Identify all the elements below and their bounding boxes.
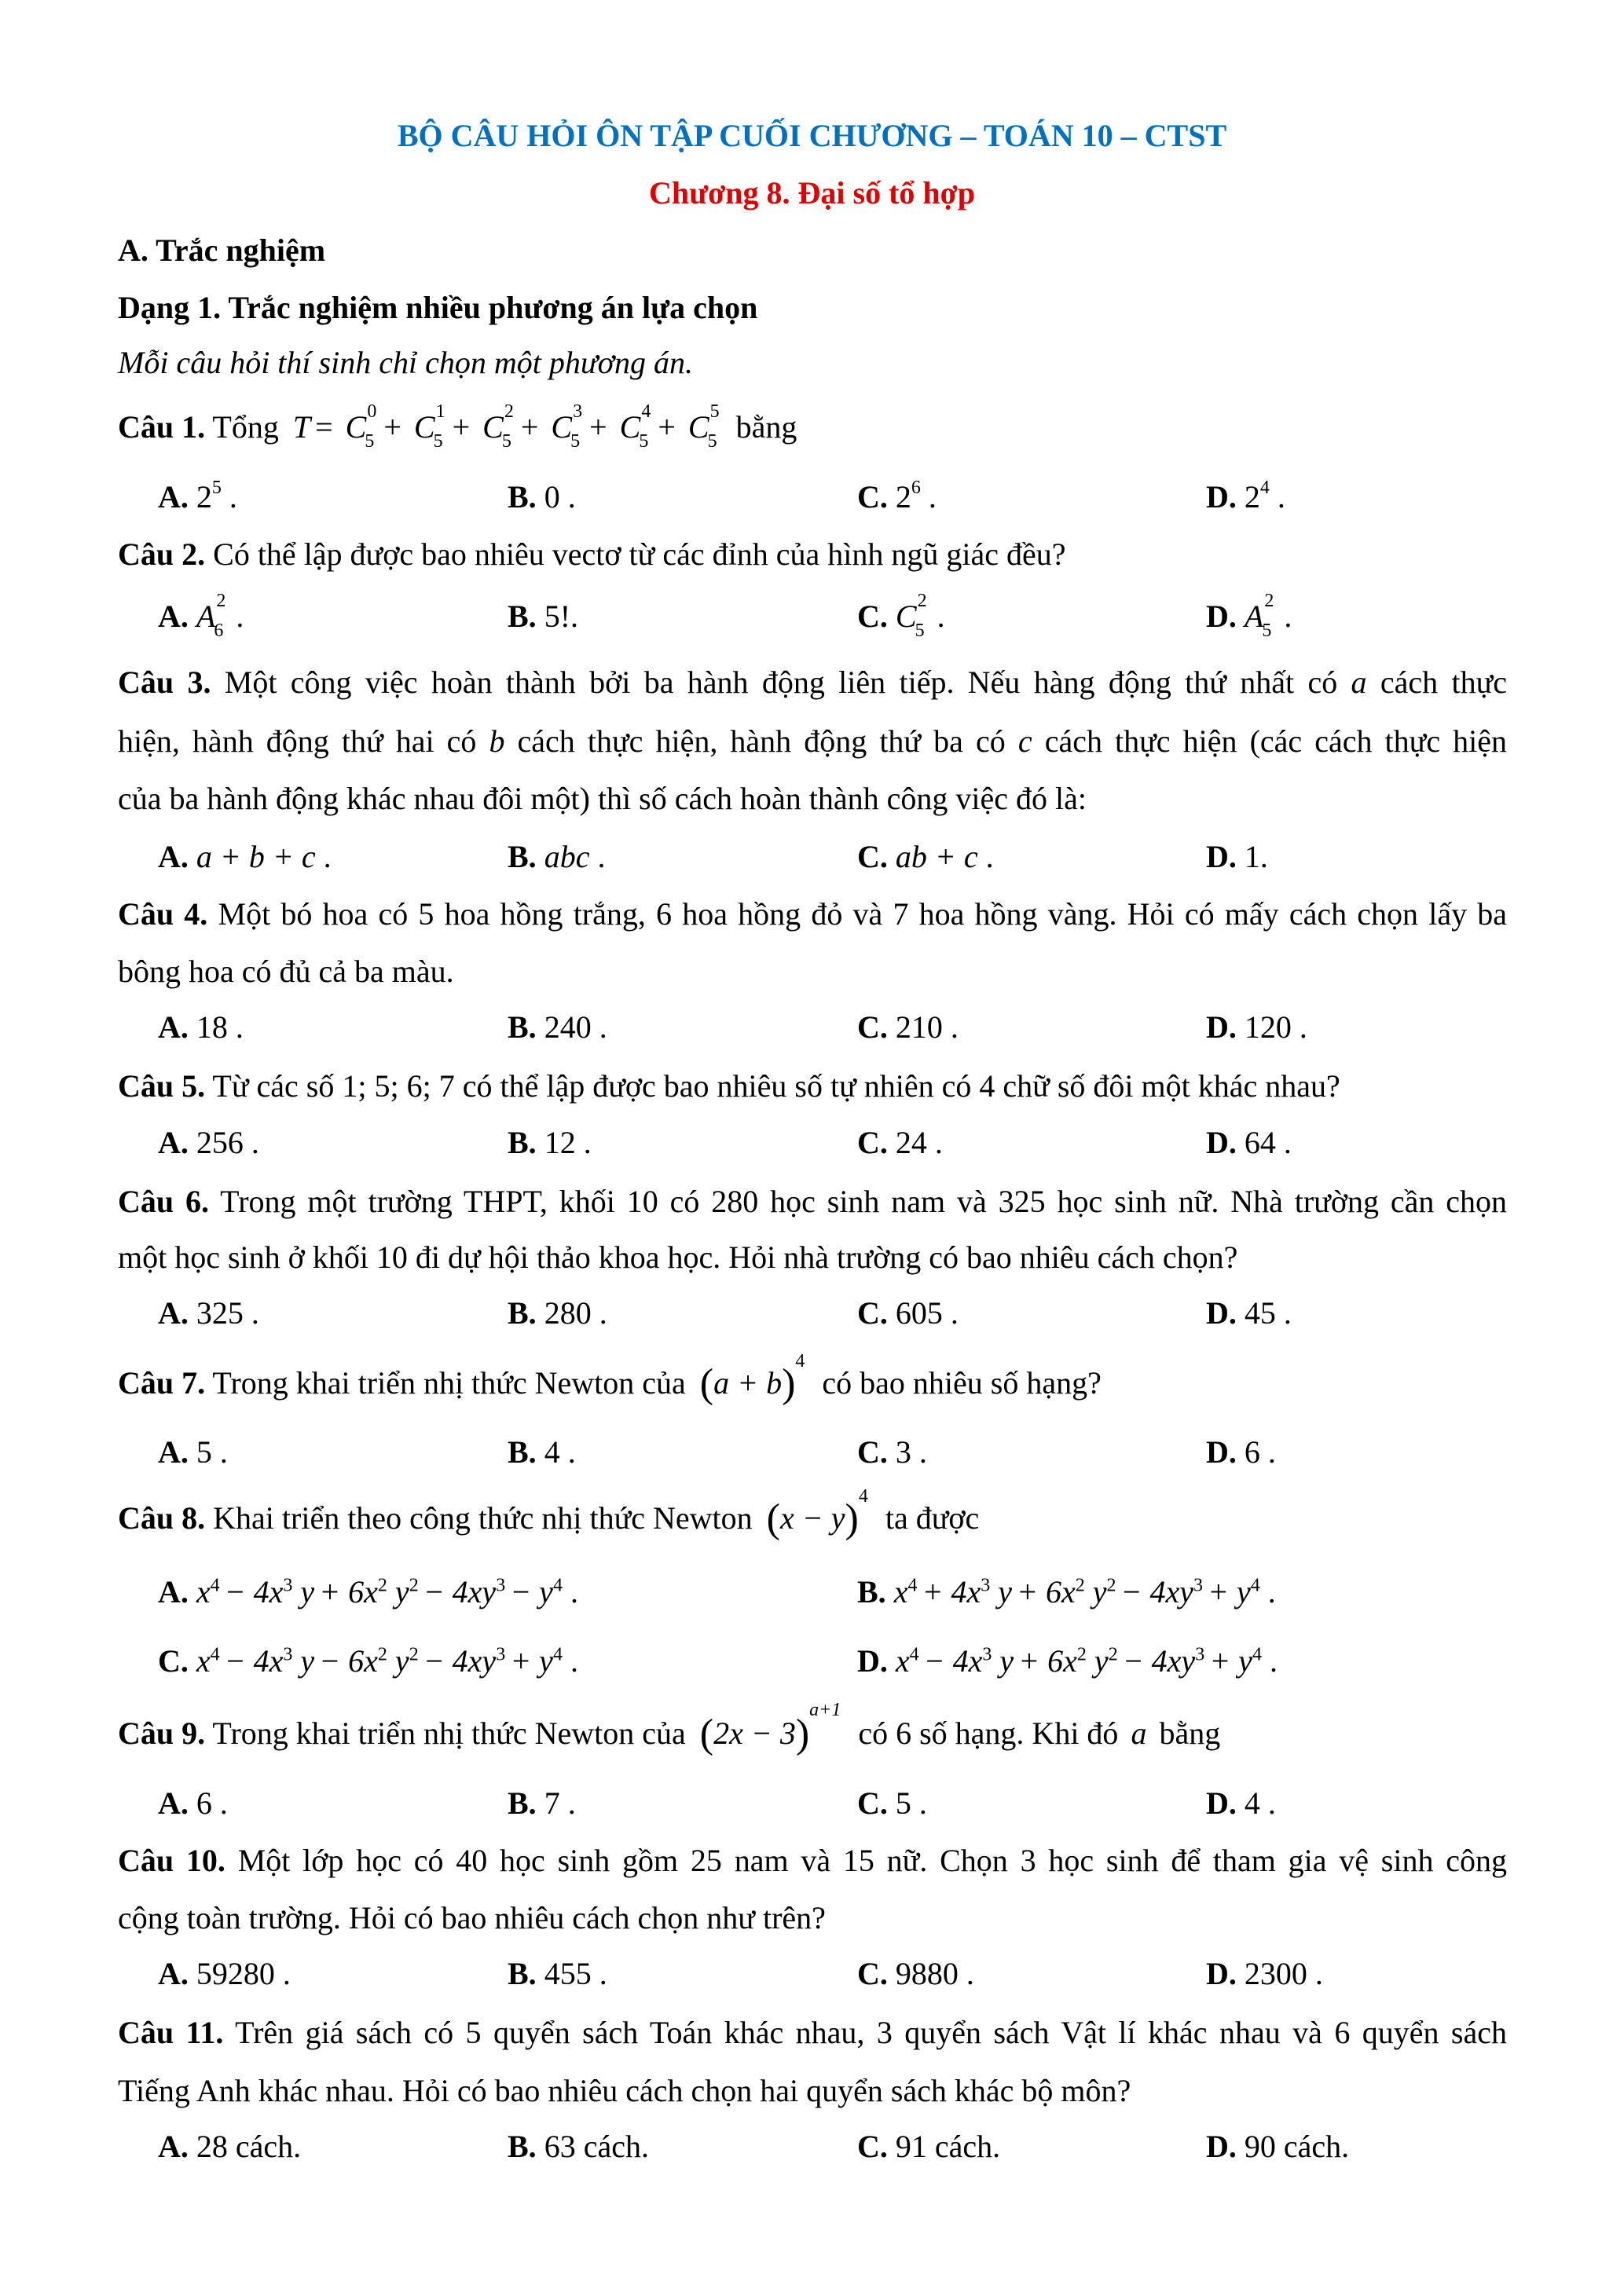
question-7 bbox=[118, 1350, 1507, 1406]
option-value: 120 . bbox=[1244, 1009, 1307, 1045]
option-value: 325 . bbox=[196, 1295, 259, 1331]
symbol-base: C bbox=[895, 599, 917, 634]
term-base: − 4xy bbox=[1122, 1643, 1196, 1679]
option-label: D. bbox=[1206, 839, 1237, 874]
option-value: 0 . bbox=[544, 479, 576, 514]
answer-option-b[interactable] bbox=[857, 1573, 1276, 1611]
term-exponent: 3 bbox=[1195, 1644, 1205, 1665]
option-label: B. bbox=[508, 839, 537, 874]
option-value: 18 . bbox=[196, 1009, 244, 1045]
option-math: abc bbox=[544, 839, 590, 874]
term-exponent: 4 bbox=[1252, 1644, 1262, 1665]
option-label: C. bbox=[857, 1125, 888, 1160]
answer-option-c[interactable] bbox=[857, 1009, 959, 1046]
option-label: B. bbox=[508, 1009, 537, 1045]
option-tail: . bbox=[1269, 479, 1285, 514]
option-label: C. bbox=[158, 1643, 189, 1679]
option-value: 28 cách. bbox=[196, 2129, 302, 2164]
option-polynomial bbox=[196, 1643, 563, 1679]
term-base: − 6x bbox=[319, 1643, 378, 1679]
symbol-sub: 5 bbox=[1262, 621, 1272, 641]
option-value: 4 . bbox=[544, 1434, 576, 1470]
option-value: 24 . bbox=[895, 1125, 943, 1160]
term-base: − 4x bbox=[224, 1574, 284, 1609]
option-label: A. bbox=[158, 1009, 189, 1045]
term-exponent: 4 bbox=[552, 1575, 563, 1596]
answer-option-a[interactable] bbox=[158, 1434, 228, 1471]
option-label: C. bbox=[857, 599, 888, 634]
question-1 bbox=[118, 401, 1507, 452]
answer-option-c[interactable] bbox=[857, 1785, 927, 1822]
symbol-base: A bbox=[196, 599, 216, 634]
term-exponent: 2 bbox=[1108, 1644, 1118, 1665]
option-label: A. bbox=[158, 1785, 189, 1821]
option-label: A. bbox=[158, 479, 189, 514]
term-var: y bbox=[990, 1574, 1012, 1609]
question-text: ta được bbox=[885, 1500, 980, 1536]
chapter-title: Chương 8. Đại số tổ hợp bbox=[648, 175, 976, 211]
term-exponent: 4 bbox=[552, 1644, 563, 1665]
term-base: x bbox=[196, 1574, 211, 1609]
question-text: Một công việc hoàn thành bởi ba hành động liên tiếp. Nếu hàng động thứ nhất có bbox=[224, 665, 1338, 700]
answer-option-d[interactable] bbox=[1206, 478, 1285, 516]
option-label: B. bbox=[508, 1956, 537, 1991]
answer-option-d[interactable] bbox=[857, 1642, 1278, 1680]
option-label: C. bbox=[857, 479, 888, 514]
option-polynomial bbox=[894, 1574, 1260, 1609]
question-text: có 6 số hạng. Khi đó bbox=[858, 1716, 1119, 1751]
symbol-sup: 2 bbox=[1264, 591, 1274, 611]
option-label: C. bbox=[857, 1434, 888, 1470]
question-6-line-1 bbox=[118, 1183, 1507, 1221]
term-exponent: 2 bbox=[1075, 1575, 1085, 1596]
term-base: − 4x bbox=[224, 1643, 284, 1679]
question-label: Câu 9. bbox=[118, 1716, 206, 1751]
variable-a: a bbox=[1131, 1716, 1147, 1751]
option-label: B. bbox=[508, 2129, 537, 2164]
answer-option-b[interactable] bbox=[508, 598, 578, 635]
term-exponent: 2 bbox=[377, 1644, 387, 1665]
answer-option-b[interactable] bbox=[508, 1124, 592, 1162]
instruction-text: Mỗi câu hỏi thí sinh chỉ chọn một phương án. bbox=[118, 345, 693, 380]
question-label: Câu 2. bbox=[118, 536, 206, 572]
option-label: B. bbox=[508, 1295, 537, 1331]
question-text: Có thể lập được bao nhiêu vectơ từ các đỉnh của hình ngũ giác đều? bbox=[213, 536, 1066, 572]
question-text: cách thực hiện (các cách thực hiện bbox=[1044, 723, 1508, 759]
answer-option-a[interactable] bbox=[158, 1009, 244, 1046]
question-text: cách thực hiện, hành động thứ ba có bbox=[517, 723, 1006, 759]
answer-option-c[interactable] bbox=[857, 2128, 1000, 2166]
option-label: B. bbox=[508, 479, 537, 514]
term-exponent: 3 bbox=[1193, 1575, 1203, 1596]
option-label: D. bbox=[1206, 1785, 1237, 1821]
option-math: ab + c bbox=[895, 839, 978, 874]
answer-option-d[interactable] bbox=[1206, 1124, 1292, 1162]
question-10-line-1 bbox=[118, 1842, 1507, 1880]
option-exponent: 5 bbox=[211, 477, 222, 498]
option-value: 7 . bbox=[544, 1785, 576, 1821]
question-text: Từ các số 1; 5; 6; 7 có thể lập được bao nhiêu số tự nhiên có 4 chữ số đôi một khác nhau? bbox=[212, 1068, 1340, 1104]
question-text: hiện, hành động thứ hai có bbox=[118, 723, 477, 759]
term-exponent: 2 bbox=[1076, 1644, 1087, 1665]
option-exponent: 4 bbox=[1259, 477, 1270, 498]
question-text: Một lớp học có 40 học sinh gồm 25 nam và 15 nữ. Chọn 3 học sinh để tham gia vệ sinh công bbox=[237, 1843, 1508, 1878]
option-value: 280 . bbox=[544, 1295, 607, 1331]
option-exponent: 6 bbox=[911, 477, 921, 498]
symbol-sup: 2 bbox=[917, 591, 927, 611]
term-base: + y bbox=[1207, 1574, 1251, 1609]
option-label: D. bbox=[1206, 1295, 1237, 1331]
option-label: A. bbox=[158, 839, 189, 874]
option-math: a + b + c bbox=[196, 839, 316, 874]
answer-option-b[interactable] bbox=[508, 1009, 607, 1046]
question-label: Câu 8. bbox=[118, 1500, 206, 1536]
question-text: Một bó hoa có 5 hoa hồng trắng, 6 hoa hồng đỏ và 7 hoa hồng vàng. Hỏi có mấy cách chọn lấy ba bbox=[218, 896, 1507, 932]
answer-option-c[interactable] bbox=[857, 478, 937, 516]
term-exponent: 4 bbox=[210, 1644, 220, 1665]
document-title: BỘ CÂU HỎI ÔN TẬP CUỐI CHƯƠNG – TOÁN 10 – CTST bbox=[397, 118, 1227, 153]
option-label: B. bbox=[508, 1434, 537, 1470]
answer-option-d[interactable] bbox=[1206, 1785, 1276, 1822]
term-exponent: 2 bbox=[409, 1575, 419, 1596]
answer-option-a[interactable] bbox=[158, 1124, 259, 1162]
variable-a: a bbox=[1351, 665, 1367, 700]
term-exponent: 4 bbox=[909, 1644, 919, 1665]
option-label: A. bbox=[158, 1295, 189, 1331]
option-label: D. bbox=[1206, 1956, 1237, 1991]
answer-option-c[interactable] bbox=[857, 1294, 959, 1332]
option-label: B. bbox=[508, 599, 537, 634]
answer-option-b[interactable] bbox=[508, 2128, 649, 2166]
term-base: x bbox=[895, 1643, 910, 1679]
term-exponent: 3 bbox=[496, 1644, 506, 1665]
option-value: 64 . bbox=[1244, 1125, 1292, 1160]
answer-option-d[interactable] bbox=[1206, 591, 1292, 641]
option-value: 455 . bbox=[544, 1956, 607, 1991]
symbol-base: A bbox=[1244, 599, 1264, 634]
answer-option-b[interactable] bbox=[508, 1434, 576, 1471]
question-2 bbox=[118, 536, 1507, 573]
term-base: + 6x bbox=[1016, 1574, 1076, 1609]
question-type-heading: Dạng 1. Trắc nghiệm nhiều phương án lựa chọn bbox=[118, 290, 758, 325]
term-exponent: 3 bbox=[981, 1575, 991, 1596]
option-value: 2300 . bbox=[1244, 1956, 1323, 1991]
option-value: 5 . bbox=[895, 1785, 927, 1821]
option-label: C. bbox=[857, 1009, 888, 1045]
symbol-sub: 6 bbox=[214, 621, 224, 641]
term-base: x bbox=[196, 1643, 211, 1679]
option-value: 2 bbox=[1244, 479, 1260, 514]
term-base: − 4x bbox=[923, 1643, 983, 1679]
option-polynomial bbox=[896, 1643, 1262, 1679]
option-polynomial bbox=[196, 1574, 563, 1609]
question-text: Trong một trường THPT, khối 10 có 280 học sinh nam và 325 học sinh nữ. Nhà trường cần chọn bbox=[220, 1184, 1508, 1219]
option-value: 90 cách. bbox=[1244, 2129, 1350, 2164]
option-label: A. bbox=[158, 1434, 189, 1470]
term-base: − 4xy bbox=[423, 1574, 497, 1609]
option-tail: . bbox=[920, 479, 937, 514]
option-value: 9880 . bbox=[895, 1956, 974, 1991]
term-base: + 6x bbox=[1018, 1643, 1077, 1679]
option-label: D. bbox=[1206, 599, 1237, 634]
answer-option-d[interactable] bbox=[1206, 1955, 1323, 1993]
term-base: + 6x bbox=[319, 1574, 378, 1609]
answer-option-b[interactable] bbox=[508, 1294, 607, 1332]
question-text: Trong khai triển nhị thức Newton của bbox=[212, 1365, 686, 1401]
answer-option-a[interactable] bbox=[158, 2128, 301, 2166]
option-tail: . bbox=[977, 839, 994, 874]
term-exponent: 3 bbox=[496, 1575, 506, 1596]
answer-option-a[interactable] bbox=[158, 838, 332, 876]
term-var: y bbox=[1086, 1643, 1109, 1679]
option-label: D. bbox=[1206, 1434, 1237, 1470]
option-label: C. bbox=[857, 839, 888, 874]
question-label: Câu 11. bbox=[118, 2015, 224, 2050]
option-symbol bbox=[196, 591, 226, 641]
term-exponent: 4 bbox=[210, 1575, 220, 1596]
option-tail: . bbox=[221, 479, 237, 514]
term-base: − 4xy bbox=[1120, 1574, 1193, 1609]
term-exponent: 3 bbox=[283, 1644, 293, 1665]
question-label: Câu 10. bbox=[118, 1843, 225, 1878]
question-11-line-1 bbox=[118, 2014, 1507, 2052]
question-text-end: bằng bbox=[735, 409, 797, 445]
option-value: 256 . bbox=[196, 1125, 259, 1160]
option-label: C. bbox=[857, 1785, 888, 1821]
term-var: y bbox=[387, 1574, 409, 1609]
answer-option-d[interactable] bbox=[1206, 1434, 1276, 1471]
term-exponent: 3 bbox=[982, 1644, 992, 1665]
term-var: y bbox=[292, 1643, 315, 1679]
question-8 bbox=[118, 1485, 1507, 1541]
answer-option-d[interactable] bbox=[1206, 1009, 1307, 1046]
question-text: Trong khai triển nhị thức Newton của bbox=[212, 1716, 686, 1751]
answer-option-b[interactable] bbox=[508, 1785, 576, 1822]
option-value: 5 . bbox=[196, 1434, 228, 1470]
question-9 bbox=[118, 1699, 1507, 1756]
option-label: C. bbox=[857, 1295, 888, 1331]
option-tail: . bbox=[589, 839, 606, 874]
option-value: 5!. bbox=[544, 599, 579, 634]
option-value: 59280 . bbox=[196, 1956, 291, 1991]
answer-option-d[interactable] bbox=[1206, 838, 1268, 876]
question-label: Câu 4. bbox=[118, 896, 208, 932]
sum-formula: T = C 0 5 + C 1 5 + C 2 5 + C 3 5 + C 4 5 + C 5 5 bbox=[292, 401, 720, 452]
option-value: 605 . bbox=[895, 1295, 959, 1331]
question-3-line-2 bbox=[118, 723, 1507, 760]
option-tail: . bbox=[562, 1643, 578, 1679]
answer-option-a[interactable] bbox=[158, 1785, 228, 1822]
option-label: A. bbox=[158, 1956, 189, 1991]
question-label: Câu 6. bbox=[118, 1184, 210, 1219]
term-var: y bbox=[1084, 1574, 1107, 1609]
term-base: x bbox=[893, 1574, 908, 1609]
question-text: Khai triển theo công thức nhị thức Newton bbox=[213, 1500, 753, 1536]
option-label: A. bbox=[158, 1574, 189, 1609]
question-label: Câu 5. bbox=[118, 1068, 206, 1104]
option-tail: . bbox=[1261, 1643, 1278, 1679]
option-label: A. bbox=[158, 1125, 189, 1160]
option-tail: . bbox=[562, 1574, 578, 1609]
question-3-line-3: của ba hành động khác nhau đôi một) thì số cách hoàn thành công việc đó là: bbox=[118, 781, 1087, 816]
question-label: Câu 3. bbox=[118, 665, 211, 700]
section-heading: A. Trắc nghiệm bbox=[118, 233, 326, 268]
answer-option-a[interactable] bbox=[158, 1294, 259, 1332]
question-5 bbox=[118, 1067, 1507, 1105]
variable-c: c bbox=[1017, 723, 1032, 759]
option-label: D. bbox=[857, 1643, 888, 1679]
term-base: + 4x bbox=[922, 1574, 981, 1609]
option-label: D. bbox=[1206, 1125, 1237, 1160]
symbol-sub: 5 bbox=[915, 621, 925, 641]
option-value: 1. bbox=[1244, 839, 1268, 874]
question-10-line-2: cộng toàn trường. Hỏi có bao nhiêu cách chọn như trên? bbox=[118, 1900, 826, 1935]
answer-option-c[interactable] bbox=[857, 1434, 927, 1471]
question-4-line-1 bbox=[118, 895, 1507, 933]
binomial-expression: $(2x - 3)^{a+1}$ bbox=[699, 1699, 841, 1756]
answer-option-d[interactable] bbox=[1206, 2128, 1349, 2166]
option-value: 2 bbox=[895, 479, 911, 514]
answer-option-b[interactable] bbox=[508, 838, 605, 876]
answer-option-a[interactable] bbox=[158, 591, 244, 641]
term-base: − y bbox=[510, 1574, 553, 1609]
term-var: y bbox=[387, 1643, 409, 1679]
option-label: D. bbox=[1206, 2129, 1237, 2164]
term-var: y bbox=[292, 1574, 315, 1609]
symbol-sup: 2 bbox=[216, 591, 226, 611]
question-6-line-2: một học sinh ở khối 10 đi dự hội thảo khoa học. Hỏi nhà trường có bao nhiêu cách chọn? bbox=[118, 1240, 1238, 1275]
option-tail: . bbox=[315, 839, 332, 874]
question-3-line-1 bbox=[118, 664, 1507, 701]
question-text: cách thực bbox=[1380, 665, 1508, 700]
binomial-expression: $(x - y)^4$ bbox=[766, 1485, 868, 1541]
term-exponent: 2 bbox=[1106, 1575, 1116, 1596]
option-value: 6 . bbox=[1244, 1434, 1276, 1470]
option-symbol bbox=[1244, 591, 1274, 641]
question-label: Câu 7. bbox=[118, 1365, 206, 1401]
term-exponent: 3 bbox=[283, 1575, 293, 1596]
answer-option-a[interactable] bbox=[158, 478, 237, 516]
option-tail: . bbox=[929, 599, 945, 634]
answer-option-b[interactable] bbox=[508, 478, 576, 516]
option-label: D. bbox=[1206, 1009, 1237, 1045]
answer-option-a[interactable] bbox=[158, 1955, 291, 1993]
question-text: Trên giá sách có 5 quyển sách Toán khác nhau, 3 quyển sách Vật lí khác nhau và 6 quyển sách bbox=[235, 2015, 1507, 2050]
term-exponent: 2 bbox=[377, 1575, 387, 1596]
answer-option-c[interactable] bbox=[158, 1642, 578, 1680]
answer-option-c[interactable] bbox=[857, 1955, 974, 1993]
variable-b: b bbox=[489, 723, 505, 759]
term-base: − 4xy bbox=[423, 1643, 497, 1679]
option-value: 3 . bbox=[895, 1434, 927, 1470]
option-label: B. bbox=[508, 1125, 537, 1160]
question-text: Tổng bbox=[212, 409, 279, 445]
option-tail: . bbox=[1276, 599, 1292, 634]
option-value: 91 cách. bbox=[895, 2129, 1001, 2164]
option-value: 63 cách. bbox=[544, 2129, 649, 2164]
term-exponent: 4 bbox=[907, 1575, 918, 1596]
question-text: bằng bbox=[1159, 1716, 1221, 1751]
option-label: D. bbox=[1206, 479, 1237, 514]
answer-option-b[interactable] bbox=[508, 1955, 607, 1993]
question-4-line-2: bông hoa có đủ cả ba màu. bbox=[118, 954, 454, 989]
option-label: B. bbox=[857, 1574, 886, 1609]
answer-option-a[interactable] bbox=[158, 1573, 578, 1611]
option-label: A. bbox=[158, 2129, 189, 2164]
option-value: 6 . bbox=[196, 1785, 228, 1821]
option-symbol bbox=[895, 591, 927, 641]
answer-option-d[interactable] bbox=[1206, 1294, 1292, 1332]
term-var: y bbox=[992, 1643, 1014, 1679]
term-base: + y bbox=[1209, 1643, 1252, 1679]
question-11-line-2: Tiếng Anh khác nhau. Hỏi có bao nhiêu cách chọn hai quyển sách khác bộ môn? bbox=[118, 2073, 1131, 2108]
option-value: 240 . bbox=[544, 1009, 607, 1045]
option-label: A. bbox=[158, 599, 189, 634]
term-base: + y bbox=[510, 1643, 553, 1679]
term-exponent: 2 bbox=[409, 1644, 419, 1665]
question-text: có bao nhiêu số hạng? bbox=[822, 1365, 1102, 1401]
option-value: 2 bbox=[196, 479, 212, 514]
question-label: Câu 1. bbox=[118, 409, 206, 445]
option-tail: . bbox=[228, 599, 244, 634]
option-label: C. bbox=[857, 2129, 888, 2164]
term-exponent: 4 bbox=[1250, 1575, 1260, 1596]
binomial-expression: $(a + b)^4$ bbox=[699, 1350, 805, 1406]
option-tail: . bbox=[1259, 1574, 1276, 1609]
option-value: 4 . bbox=[1244, 1785, 1276, 1821]
option-label: B. bbox=[508, 1785, 537, 1821]
answer-option-c[interactable] bbox=[857, 1124, 943, 1162]
answer-option-c[interactable] bbox=[857, 838, 994, 876]
option-value: 12 . bbox=[544, 1125, 592, 1160]
option-value: 45 . bbox=[1244, 1295, 1292, 1331]
option-value: 210 . bbox=[895, 1009, 959, 1045]
answer-option-c[interactable] bbox=[857, 591, 945, 641]
option-label: C. bbox=[857, 1956, 888, 1991]
